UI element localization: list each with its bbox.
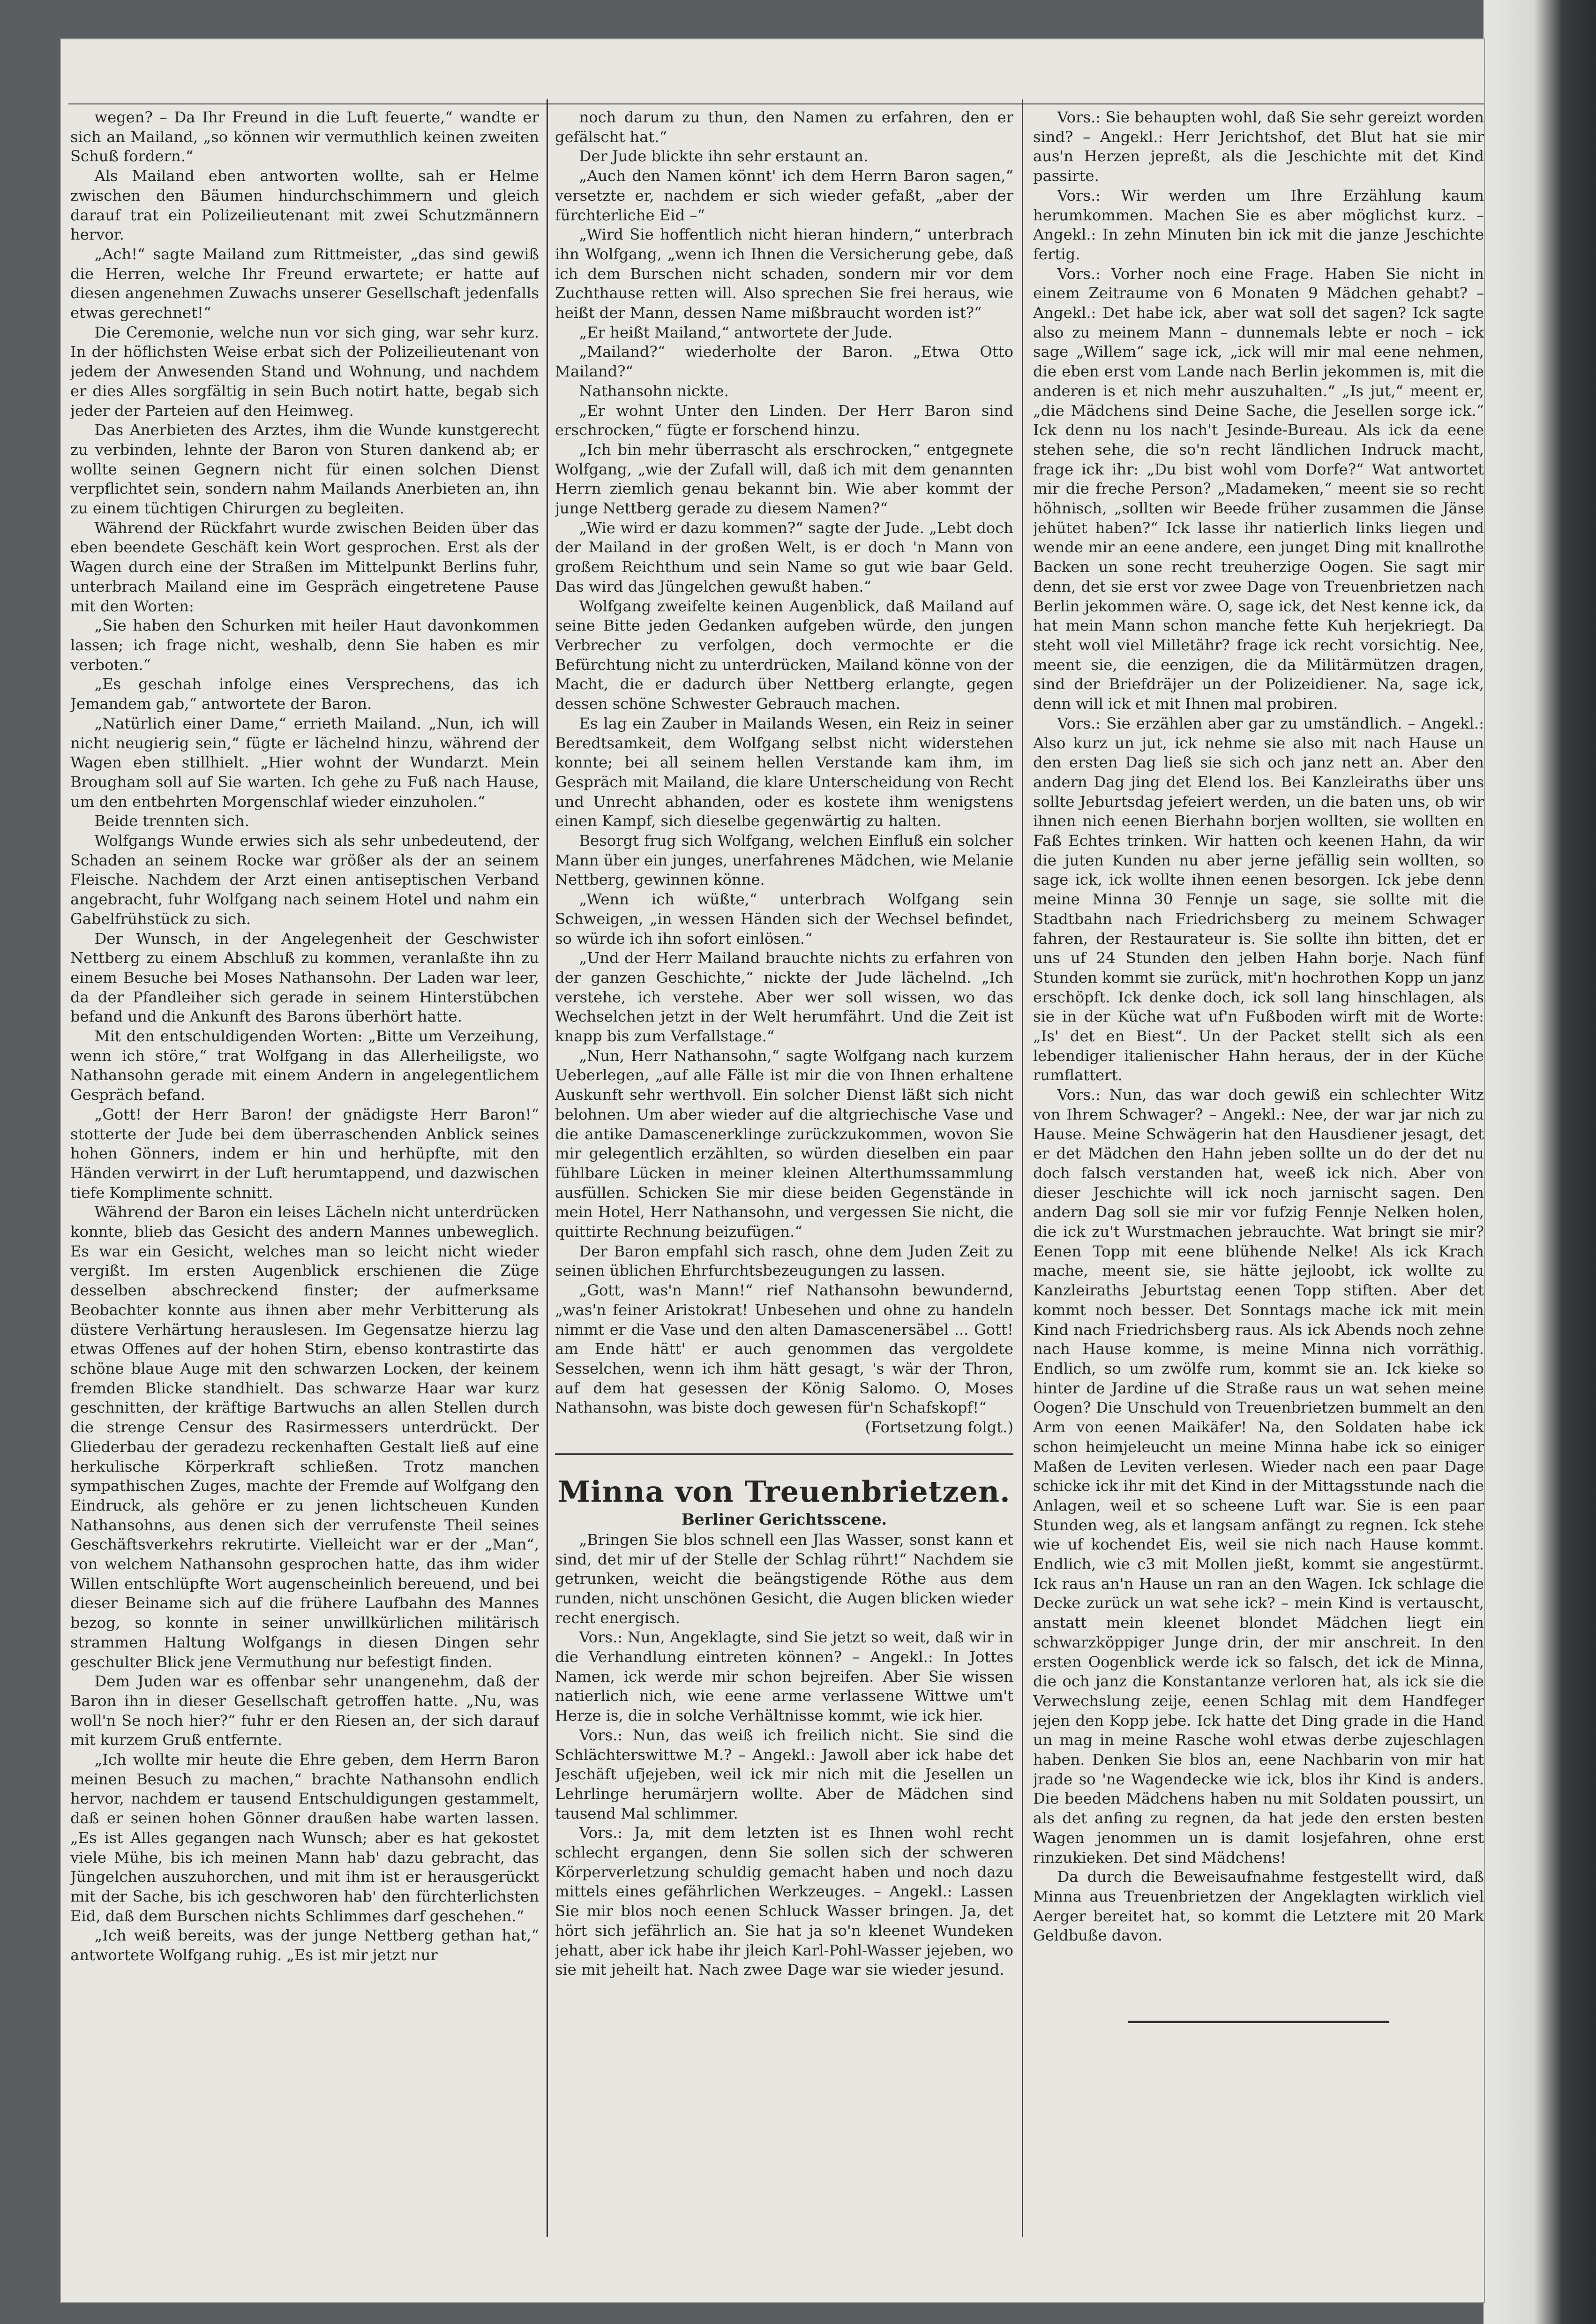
scanner-edge <box>1484 0 1596 2324</box>
paragraph: Vors.: Nun, das war doch gewiß ein schlechter Witz von Ihrem Schwager? – Angekl.: Nee, der war jar nich zu Hause. Meine Schwägerin hat den Hausdiener jesagt, det er det Mädchen den Hahn jeben sollte un do der det nu doch falsch verstanden hat, weeß ick nich. Aber von dieser Jeschichte will ick noch jarnischt sagen. Den andern Dag soll sie mir vor fufzig Fennje Nelken holen, die ick zu't Wurstmachen jebrauchte. Wat bringt sie mir? Eenen Topp mit eene blühende Nelke! Als ick Krach mache, meent sie, sie hätte jejloobt, ick wollte zu Kanzleiraths Jeburtstag eenen Topp stiften. Aber det kommt noch besser. Det Sonntags mache ick mit mein Kind nach Friedrichsberg raus. Als ick Abends noch zehne nach Hause komme, is meine Minna nich vorräthig. Endlich, so um zwölfe rum, kommt sie an. Ick kieke so hinter de Jardine uf die Straße raus un wat sehen meine Oogen? Die Unschuld von Treuenbrietzen bummelt an den Arm von eenen Maikäfer! Na, den Soldaten habe ick schon heimjeleucht un meine Minna habe ick so einiger Maßen de Leviten verlesen. Wieder nach een paar Dage schicke ick ihr mit det Kind in der Mittagsstunde nach die Anlagen, weil et so scheene Luft war. Sie is een paar Stunden weg, als et langsam anfängt zu regnen. Ick stehe wie uf kochendet Eis, weil sie nich nach Hause kommt. Endlich, wie c3 mit Mollen jießt, kommt sie angestürmt. Ick raus an'n Hause un ran an den Wagen. Ick schlage die Decke zurück un wat sehe ick? – mein Kind is vertauscht, anstatt mein kleenet blondet Mädchen liegt ein schwarzköppiger Junge drin, der mir anschreit. In den ersten Oogenblick werde ick so falsch, det ick de Minna, die och janz die Konstantanze verloren hat, als ick sie die Verwechslung zeije, eenen Schlag mit dem Handfeger jejen den Kopp jebe. Ick hatte det Ding grade in die Hand un mag in meine Rasche wohl etwas derbe zujeschlagen haben. Denken Sie blos an, eene Nachbarin von mir hat jrade so 'ne Wagendecke wie ick, blos ihr Kind is anders. Die beeden Mädchens haben nu mit Soldaten poussirt, un als det anfing zu regnen, da hat jede den ersten besten Wagen jenommen un is damit losjefahren, ohne erst rinzukieken. Det sind Mädchens! <box>1033 1086 1484 1866</box>
paragraph: Vors.: Vorher noch eine Frage. Haben Sie nicht in einem Zeitraume von 6 Monaten 9 Mädchen gehabt? – Angekl.: Det habe ick, aber wat soll det sagen? Ick sagte also zu meinem Mann – dunnemals lebte er noch – ick sage „Willem“ sage ick, „ick will mir mal eene nehmen, die eben erst vom Lande nach Berlin jekommen is, mit die anderen is et nich mehr auszuhalten.“ „Is jut,“ meent er, „die Mädchens sind Deine Sache, die Jesellen sorge ick.“ Ick denn nu los nach't Jesinde-Bureau. Als ick da eene stehen sehe, die so'n recht ländlichen Indruck macht, frage ick ihr: „Du bist wohl vom Dorfe?“ Wat antwortet mir die freche Person? „Madameken,“ meent sie so recht höhnisch, „sollten wir Beede früher zusammen die Jänse jehütet haben?“ Ick lasse ihr natierlich links liegen und wende mir an eene andere, een junget Ding mit knallrothe Backen un sone recht treuherzige Oogen. Sie sagt mir denn, det sie erst vor zwee Dage von Treuenbrietzen nach Berlin jekommen wäre. O, sage ick, det Nest kenne ick, da hat mein Mann schon manche fette Kuh herjekriegt. Da steht woll viel Milletähr? frage ick recht vorsichtig. Nee, meent sie, die eenzigen, die da Militärmützen dragen, sind der Briefdräjer un der Polizeidiener. Na, sage ick, denn will ick et mit Ihnen mal probiren. <box>1033 264 1484 713</box>
paragraph: Vors.: Wir werden um Ihre Erzählung kaum herumkommen. Machen Sie es aber möglichst kurz. – Angekl.: In zehn Minuten bin ick mit die janze Jeschichte fertig. <box>1033 186 1484 263</box>
column-middle <box>555 108 1013 2246</box>
paragraph: Vors.: Ja, mit dem letzten ist es Ihnen wohl recht schlecht ergangen, denn Sie sollen sich der schweren Körperverletzung schuldig gemacht haben und noch dazu mittels eines gefährlichen Werkzeuges. – Angekl.: Lassen Sie mir blos noch eenen Schluck Wasser bringen. Ja, det hört sich jefährlich an. Sie hat ja so'n kleenet Wundeken jehatt, aber ick habe ihr jleich Karl-Pohl-Wasser jejeben, wo sie mit jeheilt hat. Nach zwee Dage war sie wieder jesund. <box>555 1824 1013 1979</box>
paragraph: Vors.: Nun, Angeklagte, sind Sie jetzt so weit, daß wir in die Verhandlung eintreten können? – Angekl.: In Jottes Namen, ick werde mir schon bejreifen. Aber Sie wissen natierlich nich, wie eene arme verlassene Wittwe um't Herze is, die in solche Verhältnisse kommt, wie ick hier. <box>555 1628 1013 1725</box>
continued-note: (Fortsetzung folgt.) <box>865 1418 1013 1437</box>
column-divider-2 <box>1022 99 1023 2237</box>
paragraph: Mit den entschuldigenden Worten: „Bitte um Verzeihung, wenn ich störe,“ trat Wolfgang in das Allerheiligste, wo Nathansohn gerade mit einem Andern in angelegentlichem Gespräch befand. <box>70 1027 539 1104</box>
column-divider-1 <box>547 99 548 2237</box>
paragraph: „Bringen Sie blos schnell een Jlas Wasser, sonst kann et sind, det mir uf der Stelle der Schlag rührt!“ Nachdem sie getrunken, weicht die beängstigende Röthe aus dem runden, nicht unschönen Gesicht, die Augen blicken wieder recht energisch. <box>555 1530 1013 1627</box>
paragraph: Dem Juden war es offenbar sehr unangenehm, daß der Baron ihn in dieser Gesellschaft getroffen hatte. „Nu, was woll'n Se noch hier?“ fuhr er den Riesen an, der sich darauf mit kurzem Gruß entfernte. <box>70 1672 539 1749</box>
paragraph: Wolfgangs Wunde erwies sich als sehr unbedeutend, der Schaden an seinem Rocke war größer als der an seinem Fleische. Nachdem der Arzt einen antiseptischen Verband angebracht, fuhr Wolfgang nach seinem Hotel und nahm ein Gabelfrühstück zu sich. <box>70 832 539 928</box>
paragraph: „Ich bin mehr überrascht als erschrocken,“ entgegnete Wolfgang, „wie der Zufall will, daß ich mit dem genannten Herrn ziemlich genau bekannt bin. Wie aber kommt der junge Nettberg gerade zu diesem Namen?“ <box>555 440 1013 518</box>
paragraph: Als Mailand eben antworten wollte, sah er Helme zwischen den Bäumen hindurchschimmern und gleich darauf trat ein Polizeilieutenant mit zwei Schutzmännern hervor. <box>70 167 539 244</box>
paragraph: Beide trennten sich. <box>94 812 249 830</box>
column-middle-story <box>555 1530 1013 1980</box>
paragraph: wegen? – Da Ihr Freund in die Luft feuerte,“ wandte er sich an Mailand, „so können wir vermuthlich keinen zweiten Schuß fordern.“ <box>70 108 539 165</box>
story-title: Minna von Treuenbrietzen. <box>558 1474 1011 1509</box>
paragraph: „Sie haben den Schurken mit heiler Haut davonkommen lassen; ich frage nicht, weshalb, denn Sie haben es mir verboten.“ <box>70 617 539 674</box>
paragraph: Vors.: Sie behaupten wohl, daß Sie sehr gereizt worden sind? – Angekl.: Herr Jerichtshof, det Blut hat sie mir aus'n Herzen jepreßt, als die Jeschichte mit det Kind passirte. <box>1033 108 1484 185</box>
paragraph: „Auch den Namen könnt' ich dem Herrn Baron sagen,“ versetzte er, nachdem er sich wieder gefaßt, „aber der fürchterliche Eid –“ <box>555 167 1013 224</box>
paragraph: Während der Rückfahrt wurde zwischen Beiden über das eben beendete Geschäft kein Wort gesprochen. Erst als der Wagen durch eine der Straßen im Mittelpunkt Berlins fuhr, unterbrach Mailand eine im Gespräch eingetretene Pause mit den Worten: <box>70 519 539 615</box>
column-middle-serial <box>555 108 1013 1418</box>
paragraph: „Nun, Herr Nathansohn,“ sagte Wolfgang nach kurzem Ueberlegen, „auf alle Fälle ist mir die von Ihnen erhaltene Auskunft sehr werthvoll. Ein solcher Dienst läßt sich nicht belohnen. Um aber wieder auf die altgriechische Vase und die antike Damascenerklinge zurückzukommen, wovon Sie mir gelegentlich erzählten, so würden dieselben ein paar fühlbare Lücken in meiner kleinen Alterthumssammlung ausfüllen. Schicken Sie mir diese beiden Gegenstände in mein Hotel, Herr Nathansohn, und vergessen Sie nicht, die quittirte Rechnung beizufügen.“ <box>555 1046 1013 1241</box>
paragraph: „Mailand?“ wiederholte der Baron. „Etwa Otto Mailand?“ <box>555 343 1013 381</box>
story-subtitle: Berliner Gerichtsscene. <box>681 1510 887 1528</box>
story-separator <box>555 1453 1013 1455</box>
paragraph: Der Jude blickte ihn sehr erstaunt an. <box>579 147 869 165</box>
column-right-text <box>1033 108 1484 1946</box>
paragraph: Nathansohn nickte. <box>579 382 729 400</box>
paragraph: „Wie wird er dazu kommen?“ sagte der Jude. „Lebt doch der Mailand in der großen Welt, is er doch 'n Mann von großem Reichthum und sein Name so gut wie baar Geld. Das wird das Jüngelchen gewußt haben.“ <box>555 519 1013 595</box>
paragraph: Es lag ein Zauber in Mailands Wesen, ein Reiz in seiner Beredtsamkeit, dem Wolfgang selbst nicht widerstehen konnte; bei all seinem hellen Verstande kam ihm, im Gespräch mit Mailand, die klare Unterscheidung von Recht und Unrecht abhanden, oder es kostete ihm wenigstens einen Kampf, sich dieselbe gegenwärtig zu halten. <box>555 714 1013 830</box>
paragraph: „Ich weiß bereits, was der junge Nettberg gethan hat,“ antwortete Wolfgang ruhig. „Es ist mir jetzt nur <box>70 1926 539 1964</box>
paragraph: „Wird Sie hoffentlich nicht hieran hindern,“ unterbrach ihn Wolfgang, „wenn ich Ihnen die Versicherung gebe, daß ich dem Burschen nicht schaden, sondern mir vor dem Zuchthause retten will. Also sprechen Sie frei heraus, wie heißt der Mann, dessen Name mißbraucht worden ist?“ <box>555 226 1013 322</box>
paragraph: „Ach!“ sagte Mailand zum Rittmeister, „das sind gewiß die Herren, welche Ihr Freund erwartete; er hatte auf diesen angenehmen Zuwachs unserer Gesellschaft jedenfalls etwas gerechnet!“ <box>70 245 539 322</box>
paragraph: noch darum zu thun, den Namen zu erfahren, den er gefälscht hat.“ <box>555 108 1013 146</box>
paragraph: Während der Baron ein leises Lächeln nicht unterdrücken konnte, blieb das Gesicht des andern Mannes unbeweglich. Es war ein Gesicht, welches man so leicht nicht wieder vergißt. Im ersten Augenblick erschienen die Züge desselben abschreckend finster; der aufmerksame Beobachter konnte aus ihnen aber mehr Verbitterung als düstere Verhärtung herauslesen. Im Gegensatze hierzu lag etwas Offenes auf der hohen Stirn, ebenso kontrastirte das schöne blaue Auge mit den schwarzen Locken, der keinem fremden Blicke standhielt. Das schwarze Haar war kurz geschnitten, der kräftige Bartwuchs an allen Stellen durch die strenge Censur des Rasirmessers unterdrückt. Der Gliederbau der geradezu reckenhaften Gestalt ließ auf eine herkulische Körperkraft schließen. Trotz manchen sympathischen Zuges, machte der Fremde auf Wolfgang den Eindruck, als gehöre er zu jenen lichtscheuen Kunden Nathansohns, aus denen sich der verrufenste Theil seines Geschäftsverkehrs rekrutirte. Vielleicht war er der „Man“, von welchem Nathansohn gesprochen hatte, das ihm wider Willen entschlüpfte Wort augenscheinlich bereuend, und bei dieser Beiname sich auf die frühere Laufbahn des Mannes bezog, so konnte in seiner unwillkürlichen militärisch strammen Haltung Wolfgangs in diesen Dingen sehr geschulter Blick jene Vermuthung nur befestigt finden. <box>70 1203 539 1671</box>
column-right <box>1033 108 1484 2246</box>
paragraph: Besorgt frug sich Wolfgang, welchen Einfluß ein solcher Mann über ein junges, unerfahrenes Mädchen, wie Melanie Nettberg, gewinnen könne. <box>555 832 1013 889</box>
paragraph: „Wenn ich wüßte,“ unterbrach Wolfgang sein Schweigen, „in wessen Händen sich der Wechsel befindet, so würde ich ihn sofort einlösen.“ <box>555 890 1013 948</box>
paragraph: „Gott! der Herr Baron! der gnädigste Herr Baron!“ stotterte der Jude bei dem überraschenden Anblick seines hohen Gönners, indem er hin und herhüpfte, mit den Händen verwirrt in der Luft herumtappend, und dazwischen tiefe Komplimente schnitt. <box>70 1105 539 1202</box>
paragraph: „Er heißt Mailand,“ antwortete der Jude. <box>579 323 893 341</box>
paragraph: Vors.: Nun, das weiß ich freilich nicht. Sie sind die Schlächterswittwe M.? – Angekl.: Jawoll aber ick habe det Jeschäft ufjejeben, weil ick mir nich mit die Jesellen un Lehrlinge herumärjern wollte. Aber de Mädchen sind tausend Mal schlimmer. <box>555 1726 1013 1822</box>
top-rule <box>68 103 1484 105</box>
paragraph: Vors.: Sie erzählen aber gar zu umständlich. – Angekl.: Also kurz un jut, ick nehme sie also mit nach Hause un den ersten Dag ließ sie sich och janz nett an. Aber den andern Dag jing det Elend los. Bei Kanzleiraths über uns sollte Jeburtsdag jefeiert werden, un die baten uns, ob wir ihnen nich eenen Bierhahn borjen wollten, sie wollten en Faß Echtes trinken. Wir hatten och keenen Hahn, da wir die juten Kunden nu aber jerne jefällig sein wollten, so sage ick, ick wollte ihnen eenen besorgen. Ick jebe denn meine Minna 30 Fennje un sage, sie sollte mit die Stadtbahn nach Friedrichsberg zu meinem Schwager fahren, der Restaurateur is. Sie sollte ihn bitten, det er uns uf 24 Stunden den jelben Hahn borje. Nach fünf Stunden kommt sie zurück, mit'n hochrothen Kopp un janz erschöpft. Ick denke doch, ick soll lang hinschlagen, als sie in der Küche wat uf'n Fußboden wirft mit de Worte: „Is' det en Biest“. Un der Packet stellt sich als een lebendiger italienischer Hahn heraus, der in der Küche rumflattert. <box>1033 714 1484 1084</box>
paragraph: Die Ceremonie, welche nun vor sich ging, war sehr kurz. In der höflichsten Weise erbat sich der Polizeilieutenant von jedem der Anwesenden Stand und Wohnung, und nachdem er dies Alles sorgfältig in sein Buch notirt hatte, begab sich jeder der Parteien auf den Heimweg. <box>70 323 539 420</box>
paragraph: „Und der Herr Mailand brauchte nichts zu erfahren von der ganzen Geschichte,“ nickte der Jude lächelnd. „Ich verstehe, ich verstehe. Aber wer soll wissen, wo das Wechselchen jetzt in der Welt herumfährt. Und die Zeit ist knapp bis zum Verfallstage.“ <box>555 949 1013 1045</box>
paragraph: Der Baron empfahl sich rasch, ohne dem Juden Zeit zu seinen üblichen Ehrfurchtsbezeugungen zu lassen. <box>555 1242 1013 1280</box>
paragraph: Da durch die Beweisaufnahme festgestellt wird, daß Minna aus Treuenbrietzen der Angeklagten wirklich viel Aerger bereitet hat, so kommt die Letztere mit 20 Mark Geldbuße davon. <box>1033 1868 1484 1945</box>
paragraph: Der Wunsch, in der Angelegenheit der Geschwister Nettberg zu einem Abschluß zu kommen, veranlaßte ihn zu einem Besuche bei Moses Nathansohn. Der Laden war leer, da der Pfandleiher sich gerade in seinem Hinterstübchen befand und die Ankunft des Barons überhört hatte. <box>70 929 539 1026</box>
end-rule <box>1128 2021 1389 2023</box>
paragraph: „Natürlich einer Dame,“ errieth Mailand. „Nun, ich will nicht neugierig sein,“ fügte er lächelnd hinzu, während der Wagen eben stillhielt. „Hier wohnt der Wundarzt. Mein Brougham soll auf Sie warten. Ich gehe zu Fuß nach Hause, um den entbehrten Morgenschlaf wieder einzuholen.“ <box>70 714 539 811</box>
column-left <box>70 108 539 2246</box>
paragraph: „Er wohnt Unter den Linden. Der Herr Baron sind erschrocken,“ fügte er forschend hinzu. <box>555 401 1013 439</box>
paragraph: „Es geschah infolge eines Versprechens, das ich Jemandem gab,“ antwortete der Baron. <box>70 675 539 713</box>
paragraph: Das Anerbieten des Arztes, ihm die Wunde kunstgerecht zu verbinden, lehnte der Baron von Sturen dankend ab; er wollte seinen Gegnern nicht für einen solchen Dienst verpflichtet sein, sondern nahm Mailands Anerbieten an, ihn zu einem tüchtigen Chirurgen zu begleiten. <box>70 421 539 518</box>
newspaper-page <box>60 38 1485 2303</box>
paragraph: „Ich wollte mir heute die Ehre geben, dem Herrn Baron meinen Besuch zu machen,“ brachte Nathansohn endlich hervor, nachdem er tausend Entschuldigungen gestammelt, daß er seinen hohen Gönner draußen habe warten lassen. „Es ist Alles gegangen nach Wunsch; aber es hat gekostet viele Mühe, bis ich meinen Mann hab' dazu gebracht, das Jüngelchen auszuhorchen, und mit ihm ist er herausgerückt mit der Sache, bis ich geschworen hab' den fürchterlichsten Eid, daß dem Burschen nichts Schlimmes darf geschehen.“ <box>70 1751 539 1925</box>
paragraph: Wolfgang zweifelte keinen Augenblick, daß Mailand auf seine Bitte jeden Gedanken aufgeben würde, den jungen Verbrecher zu verfolgen, doch vermochte er die Befürchtung nicht zu unterdrücken, Mailand könne von der Macht, die er dadurch über Nettberg erlangte, gegen dessen schöne Schwester Gebrauch machen. <box>555 597 1013 713</box>
paragraph: „Gott, was'n Mann!“ rief Nathansohn bewundernd, „was'n feiner Aristokrat! Unbesehen und ohne zu handeln nimmt er die Vase und den alten Damascenersäbel ... Gott! am Ende hätt' er auch genommen das vergoldete Sesselchen, wenn ich ihm hätt gesagt, 's wär der Thron, auf dem hat gesessen der König Salomo. O, Moses Nathansohn, was biste doch gewesen für'n Schafskopf!“ <box>555 1281 1013 1417</box>
